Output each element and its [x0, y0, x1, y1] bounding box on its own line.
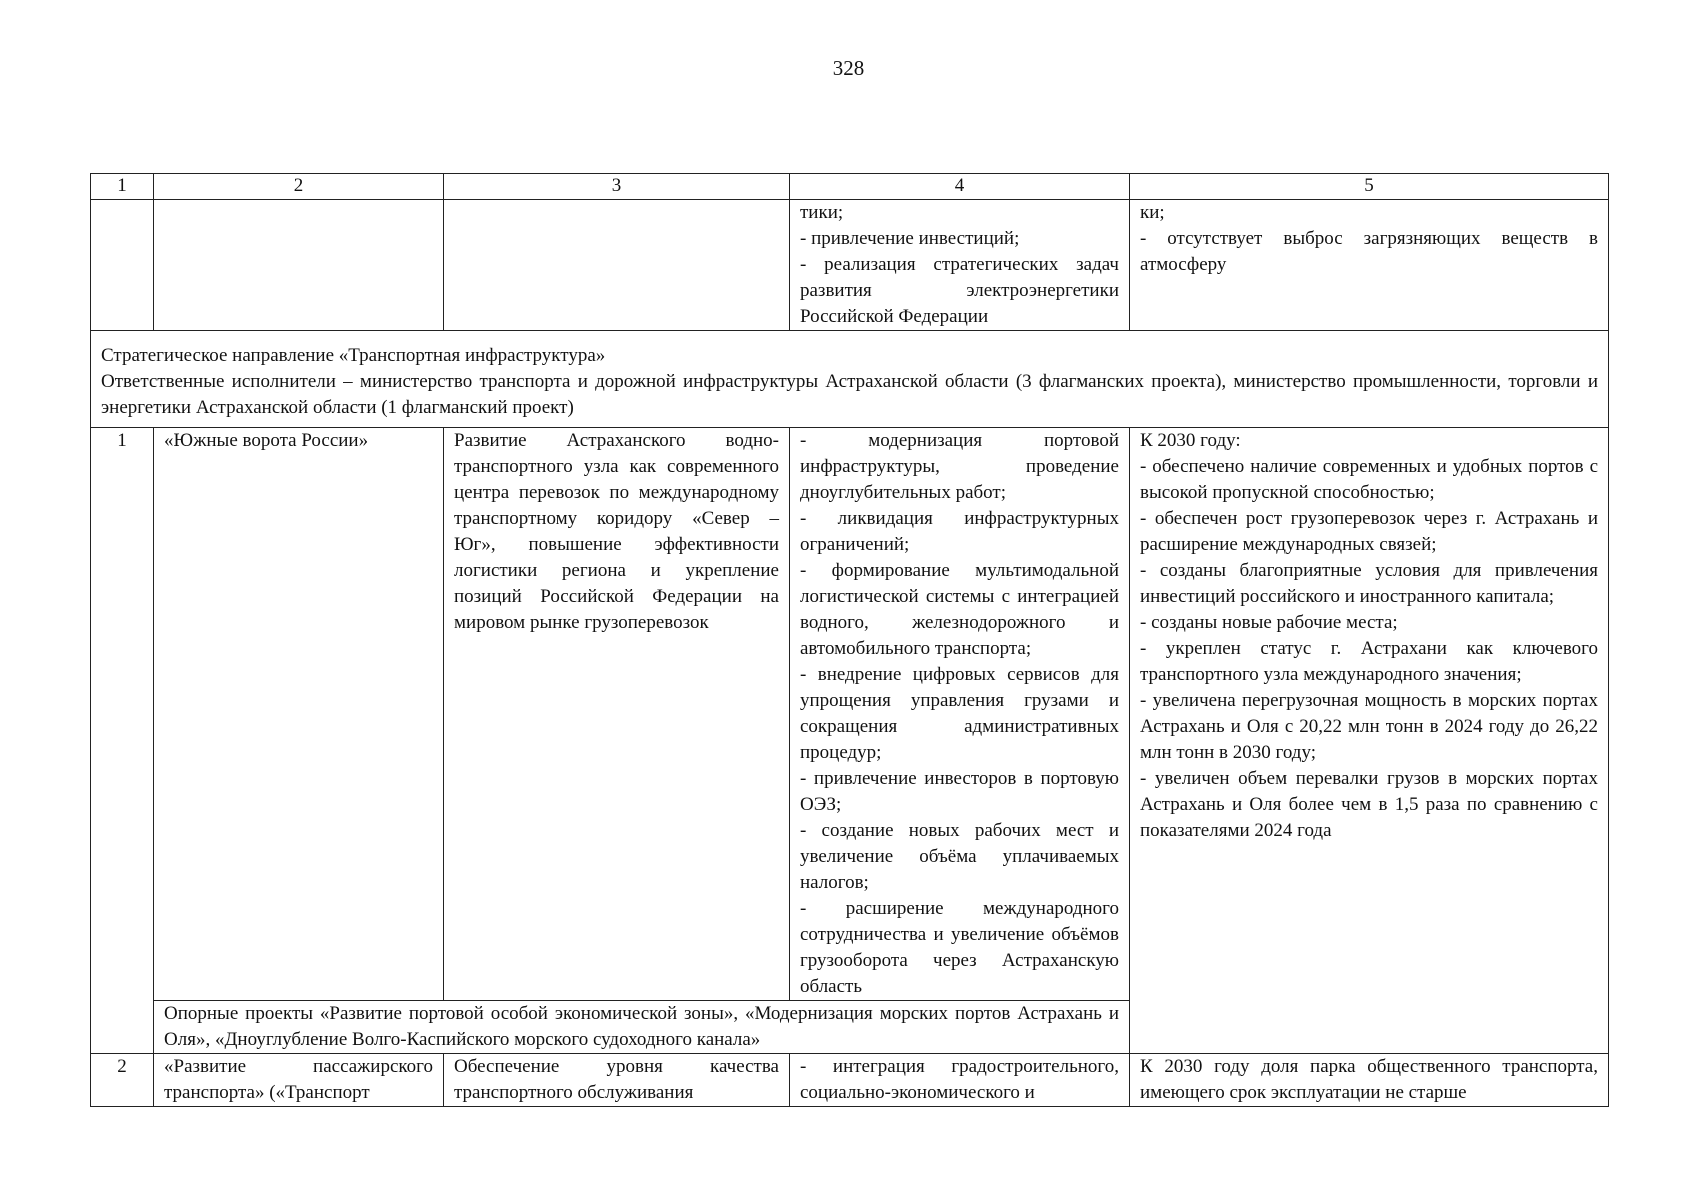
- cont-result-line: - отсутствует выброс загрязняющих веществ в атмосферу: [1140, 228, 1598, 275]
- result-item: - увеличен объем перевалки грузов в морских портах Астрахань и Оля более чем в 1,5 раза по сравнению с показателями 2024 года: [1140, 768, 1598, 841]
- section-title: Стратегическое направление «Транспортная инфраструктура»: [101, 345, 606, 366]
- cont-result-line: ки;: [1140, 202, 1165, 223]
- header-col-3: 3: [444, 174, 790, 200]
- project-1-number: 1: [91, 428, 154, 1054]
- result-item: - укреплен статус г. Астрахани как ключевого транспортного узла международного значения;: [1140, 638, 1598, 685]
- task-item: - формирование мультимодальной логистической системы с интеграцией водного, железнодорожного и автомобильного транспорта;: [800, 560, 1119, 659]
- result-item: К 2030 году:: [1140, 430, 1241, 451]
- result-item: - обеспечено наличие современных и удобных портов с высокой пропускной способностью;: [1140, 456, 1598, 503]
- project-1-results: [1130, 428, 1609, 1054]
- cont-cell-3: [444, 200, 790, 331]
- project-2-tasks: - интеграция градостроительного, социально-экономического и: [790, 1054, 1130, 1107]
- project-1-tasks: [790, 428, 1130, 1001]
- header-col-1: 1: [91, 174, 154, 200]
- cont-results-cell: [1130, 200, 1609, 331]
- header-col-4: 4: [790, 174, 1130, 200]
- cont-task-line: тики;: [800, 202, 844, 223]
- task-item: - создание новых рабочих мест и увеличение объёма уплачиваемых налогов;: [800, 820, 1119, 893]
- result-item: - созданы благоприятные условия для привлечения инвестиций российского и иностранного капитала;: [1140, 560, 1598, 607]
- continuation-row: [91, 200, 1609, 331]
- result-item: - созданы новые рабочие места;: [1140, 612, 1398, 633]
- project-1-support: Опорные проекты «Развитие портовой особой экономической зоны», «Модернизация морских портов Астрахань и Оля», «Дноуглубление Волго-Каспийского морского судоходного канала»: [154, 1001, 1130, 1054]
- task-item: - привлечение инвесторов в портовую ОЭЗ;: [800, 768, 1119, 815]
- project-1-name: «Южные ворота России»: [154, 428, 444, 1001]
- project-2-results: К 2030 году доля парка общественного транспорта, имеющего срок эксплуатации не старше: [1130, 1054, 1609, 1107]
- section-row: [91, 331, 1609, 428]
- table-header-row: [91, 174, 1609, 200]
- result-item: - увеличена перегрузочная мощность в морских портах Астрахань и Оля с 20,22 млн тонн в 2024 году до 26,22 млн тонн в 2030 году;: [1140, 690, 1598, 763]
- cont-task-line: - реализация стратегических задач развития электроэнергетики Российской Федерации: [800, 254, 1119, 327]
- project-row-1: [91, 428, 1609, 1001]
- task-item: - расширение международного сотрудничества и увеличение объёмов грузооборота через Астраханскую область: [800, 898, 1119, 997]
- section-cell: [91, 331, 1609, 428]
- header-col-2: 2: [154, 174, 444, 200]
- task-item: - ликвидация инфраструктурных ограничений;: [800, 508, 1119, 555]
- project-row-2: [91, 1054, 1609, 1107]
- cont-cell-1: [91, 200, 154, 331]
- task-item: - внедрение цифровых сервисов для упрощения управления грузами и сокращения административных процедур;: [800, 664, 1119, 763]
- project-2-name: «Развитие пассажирского транспорта» («Транспорт: [154, 1054, 444, 1107]
- cont-tasks-cell: [790, 200, 1130, 331]
- task-item: - модернизация портовой инфраструктуры, проведение дноуглубительных работ;: [800, 430, 1119, 503]
- cont-cell-2: [154, 200, 444, 331]
- project-2-goal: Обеспечение уровня качества транспортного обслуживания: [444, 1054, 790, 1107]
- project-1-goal: Развитие Астраханского водно-транспортного узла как современного центра перевозок по международному транспортному коридору «Север – Юг», повышение эффективности логистики региона и укрепление позиций Российской Федерации на мировом рынке грузоперевозок: [444, 428, 790, 1001]
- result-item: - обеспечен рост грузоперевозок через г. Астрахань и расширение международных связей;: [1140, 508, 1598, 555]
- page-number: 328: [832, 56, 865, 80]
- strategy-table: [90, 173, 1609, 1107]
- cont-task-line: - привлечение инвестиций;: [800, 228, 1020, 249]
- header-col-5: 5: [1130, 174, 1609, 200]
- project-2-number: 2: [91, 1054, 154, 1107]
- section-responsible: Ответственные исполнители – министерство транспорта и дорожной инфраструктуры Астраханской области (3 флагманских проекта), министерство промышленности, торговли и энергетики Астраханской области (1 флагманский проект): [101, 371, 1598, 418]
